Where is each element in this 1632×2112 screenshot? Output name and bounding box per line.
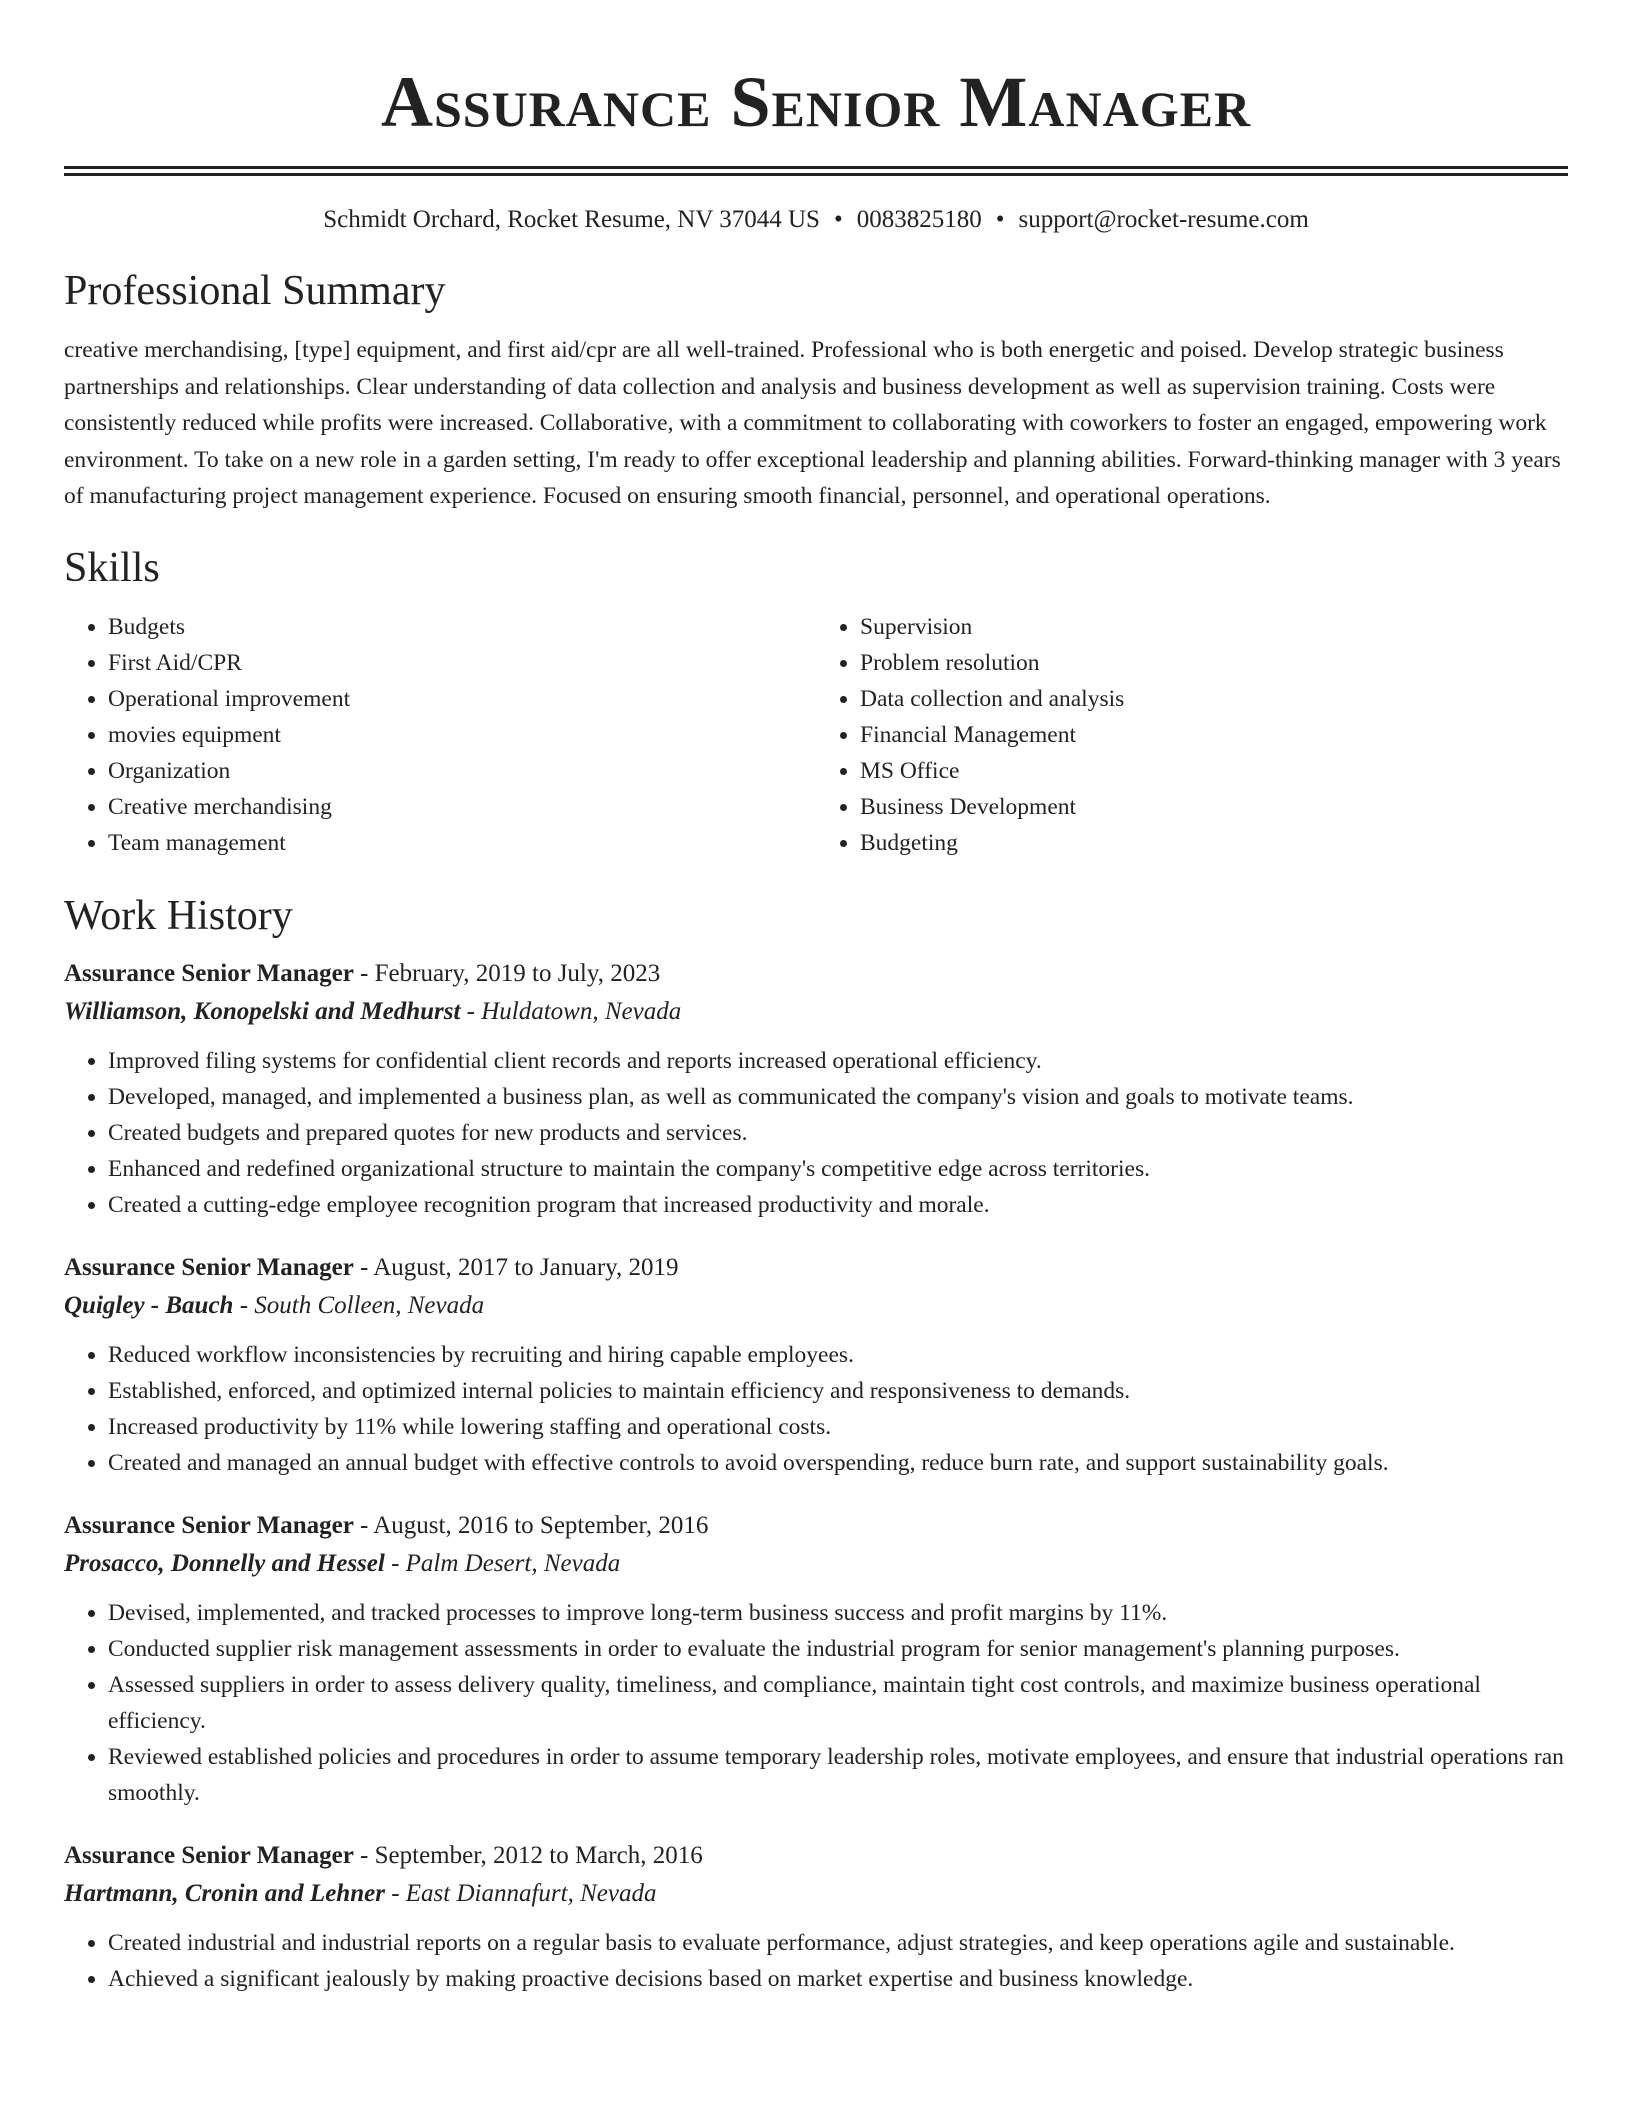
job-bullet: • Assessed suppliers in order to assess delivery quality, timeliness, and compliance, maintain tight cost controls, and maximize business operational efficiency. [108,1667,1568,1739]
skill-item: • Creative merchandising [108,789,816,825]
job-bullets [64,1925,1568,1997]
job-bullet: • Created and managed an annual budget with effective controls to avoid overspending, reduce burn rate, and support sustainability goals. [108,1445,1568,1481]
job-employer: Williamson, Konopelski and Medhurst - Huldatown, Nevada [64,997,682,1025]
skill-item: • Business Development [860,789,1568,825]
job-location: East Diannafurt, Nevada [405,1879,657,1907]
header-divider [64,166,1568,176]
job-heading: Assurance Senior Manager - August, 2016 to September, 2016 [64,1511,709,1539]
resume-name: Assurance Senior Manager [380,62,1252,142]
job-bullets [64,1337,1568,1481]
job-bullets [64,1043,1568,1223]
job-location: Huldatown, Nevada [481,997,682,1025]
skill-item: • Budgets [108,609,816,645]
job-company: Prosacco, Donnelly and Hessel [64,1549,385,1577]
job-bullet: • Created industrial and industrial reports on a regular basis to evaluate performance, adjust strategies, and keep operations agile and sustainable. [108,1925,1568,1961]
summary-heading: Professional Summary [64,268,446,314]
contact-email[interactable]: support@rocket-resume.com [1018,206,1309,233]
job-heading: Assurance Senior Manager - September, 2012 to March, 2016 [64,1841,703,1869]
job-employer: Hartmann, Cronin and Lehner - East Diannafurt, Nevada [64,1879,657,1907]
job-bullet: • Reduced workflow inconsistencies by recruiting and hiring capable employees. [108,1337,1568,1373]
job-employer: Prosacco, Donnelly and Hessel - Palm Desert, Nevada [64,1549,621,1577]
job-bullet: • Achieved a significant jealously by making proactive decisions based on market expertise and business knowledge. [108,1961,1568,1997]
contact-address: Schmidt Orchard, Rocket Resume, NV 37044 US [323,206,820,233]
job-role: Assurance Senior Manager [64,1511,354,1539]
job-heading: Assurance Senior Manager - August, 2017 to January, 2019 [64,1253,679,1281]
job-company: Quigley - Bauch [64,1291,234,1319]
job-bullet: • Improved filing systems for confidential client records and reports increased operational efficiency. [108,1043,1568,1079]
job-heading: Assurance Senior Manager - February, 2019 to July, 2023 [64,959,661,987]
resume-page [64,0,1568,1997]
skill-item: • Data collection and analysis [860,681,1568,717]
skill-item: • Financial Management [860,717,1568,753]
job-location: South Colleen, Nevada [254,1291,485,1319]
job-bullet: • Developed, managed, and implemented a business plan, as well as communicated the company's vision and goals to motivate teams. [108,1079,1568,1115]
job-entry [64,1837,1568,1997]
skill-item: • Supervision [860,609,1568,645]
job-bullet: • Enhanced and redefined organizational structure to maintain the company's competitive edge across territories. [108,1151,1568,1187]
job-entry [64,955,1568,1223]
contact-separator: • [995,206,1005,233]
skill-item: • MS Office [860,753,1568,789]
summary-text: creative merchandising, [type] equipment, and first aid/cpr are all well-trained. Professional who is both energetic and poised. Develop strategic business partnerships and relationships. Clear understanding of data collection and analysis and business development as well as supervision training. Costs were consistently reduced while profits were increased. Collaborative, with a commitment to collaborating with coworkers to foster an engaged, empowering work environment. To take on a new role in a garden setting, I'm ready to offer exceptional leadership and planning abilities. Forward-thinking manager with 3 years of manufacturing project management experience. Focused on ensuring smooth financial, personnel, and operational operations. [64,337,1561,509]
skills-column-left [64,609,816,861]
job-dates: February, 2019 to July, 2023 [374,959,661,987]
work-history-heading: Work History [64,892,293,939]
job-company: Williamson, Konopelski and Medhurst [64,997,461,1025]
job-company: Hartmann, Cronin and Lehner [64,1879,385,1907]
job-role: Assurance Senior Manager [64,1841,354,1869]
skills-heading: Skills [64,544,160,591]
skill-item: • movies equipment [108,717,816,753]
job-entry [64,1249,1568,1481]
job-bullet: • Created budgets and prepared quotes for new products and services. [108,1115,1568,1151]
contact-separator: • [833,206,843,233]
job-dates: August, 2016 to September, 2016 [373,1511,709,1539]
job-bullet: • Devised, implemented, and tracked processes to improve long-term business success and profit margins by 11%. [108,1595,1568,1631]
skill-item: • Problem resolution [860,645,1568,681]
job-entry [64,1507,1568,1811]
job-bullet: • Created a cutting-edge employee recognition program that increased productivity and morale. [108,1187,1568,1223]
job-bullet: • Increased productivity by 11% while lowering staffing and operational costs. [108,1409,1568,1445]
job-bullet: • Conducted supplier risk management assessments in order to evaluate the industrial program for senior management's planning purposes. [108,1631,1568,1667]
job-dates: August, 2017 to January, 2019 [373,1253,679,1281]
job-bullet: • Established, enforced, and optimized internal policies to maintain efficiency and responsiveness to demands. [108,1373,1568,1409]
skill-item: • Organization [108,753,816,789]
skill-item: • Operational improvement [108,681,816,717]
job-employer: Quigley - Bauch - South Colleen, Nevada [64,1291,485,1319]
job-bullets [64,1595,1568,1811]
job-role: Assurance Senior Manager [64,1253,354,1281]
job-bullet: • Reviewed established policies and procedures in order to assume temporary leadership roles, motivate employees, and ensure that industrial operations ran smoothly. [108,1739,1568,1811]
contact-line [64,204,1568,236]
skills-list [64,609,1568,861]
job-dates: September, 2012 to March, 2016 [374,1841,703,1869]
job-location: Palm Desert, Nevada [405,1549,621,1577]
job-role: Assurance Senior Manager [64,959,354,987]
contact-phone[interactable]: 0083825180 [856,206,982,233]
skills-column-right [816,609,1568,861]
skill-item: • Budgeting [860,825,1568,861]
skill-item: • Team management [108,825,816,861]
skill-item: • First Aid/CPR [108,645,816,681]
